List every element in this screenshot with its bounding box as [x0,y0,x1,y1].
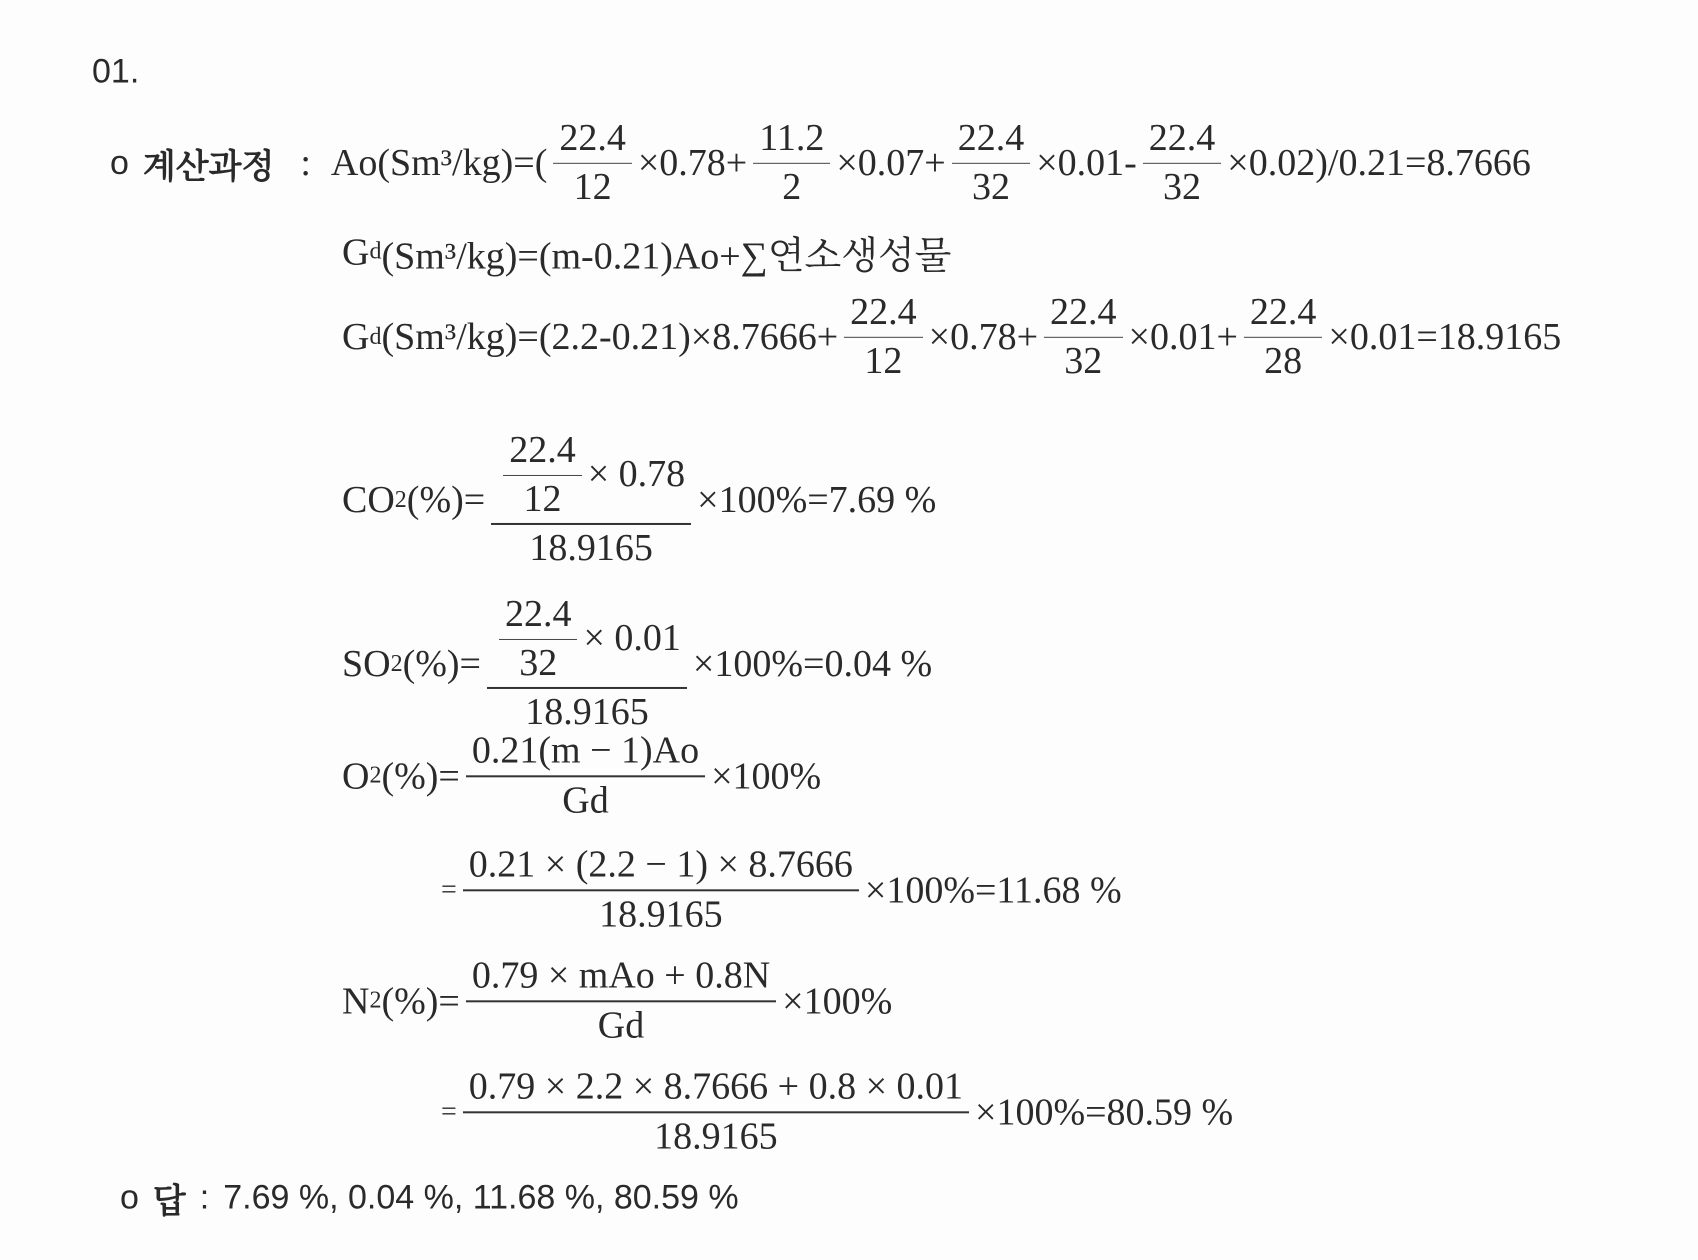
term: ×0.07+ [836,142,946,184]
colon: : [199,1178,210,1217]
bullet: o [110,143,129,182]
gd-formula-text: (Sm³/kg)=(m-0.21)Ao+∑연소생성물 [381,235,952,278]
fraction: $\frac{0.79 \times 2.2 \times 8.7666 + 0.8 \times 0.01}{18.9165}$ [463,1065,969,1158]
co2-result: ×100%=7.69 % [697,479,937,521]
label: (%)= [402,643,481,685]
label: (%)= [381,755,460,797]
subscript: 2 [369,987,382,1014]
bullet: o [120,1178,139,1217]
answer-line [120,1174,739,1223]
equals: = [441,874,457,905]
fraction: $\frac{22.4}{28}$ [1244,291,1323,383]
symbol: CO [342,479,395,521]
ao-result: ×0.02)/0.21=8.7666 [1227,142,1531,184]
answer-label: 답 [152,1182,186,1221]
label: (%)= [406,479,486,521]
subscript: d [369,323,382,350]
term: ×0.78+ [637,142,748,184]
symbol: G [342,231,370,273]
fraction: $\frac{22.4}{32}$ [1143,117,1222,209]
term: ×0.01- [1036,142,1137,184]
fraction: $\frac{0.21 \times (2.2 - 1) \times 8.7666}{18.9165}$ [463,843,859,936]
subscript: d [369,238,382,265]
subscript: 2 [390,650,403,677]
n2-equation [342,954,892,1047]
n2-result: ×100%=80.59 % [975,1091,1234,1133]
fraction: $\frac{22.4}{32}$ × 0.01 18.9165 [487,593,687,735]
process-label: 계산과정 [142,147,275,186]
o2-calculation [441,843,1122,936]
term: ×0.78+ [928,316,1039,358]
fraction: $\frac{0.21(m - 1)Ao}{Gd}$ [466,729,705,822]
gd-formula [342,225,951,280]
o2-result: ×100%=11.68 % [864,869,1122,911]
gd-calculation [342,291,1561,383]
so2-equation [342,593,932,735]
term: ×0.01+ [1128,316,1238,358]
gd-lhs: (Sm³/kg)=(2.2-0.21)×8.7666+ [381,316,839,358]
colon: : [300,142,311,184]
ao-lhs: Ao(Sm³/kg)=( [330,142,548,184]
term: ×100% [782,980,893,1022]
symbol: SO [342,643,391,685]
fraction: $\frac{22.4}{12}$ [844,291,923,383]
fraction: $\frac{22.4}{12}$ [553,117,632,209]
subscript: 2 [369,762,382,789]
symbol: N [342,980,370,1022]
fraction: $\frac{22.4}{32}$ [952,117,1031,209]
gd-result: ×0.01=18.9165 [1328,316,1562,358]
term: ×100% [711,755,822,797]
fraction: $\frac{22.4}{12}$ × 0.78 18.9165 [491,429,691,571]
n2-calculation [441,1065,1233,1158]
o2-equation [342,729,821,822]
subscript: 2 [394,486,407,513]
answer-values: 7.69 %, 0.04 %, 11.68 %, 80.59 % [223,1178,739,1217]
so2-result: ×100%=0.04 % [692,643,933,685]
ao-equation [110,117,1531,209]
symbol: O [342,755,370,797]
fraction: $\frac{22.4}{32}$ [1044,291,1123,383]
co2-equation [342,429,936,571]
symbol: G [342,316,370,358]
fraction: $\frac{\text{0.79 × mAo + 0.8N}}{Gd}$ [466,954,776,1047]
problem-number: 01. [92,52,140,91]
label: (%)= [381,980,460,1022]
fraction: $\frac{11.2}{2}$ [753,117,830,209]
equals: = [441,1096,457,1127]
